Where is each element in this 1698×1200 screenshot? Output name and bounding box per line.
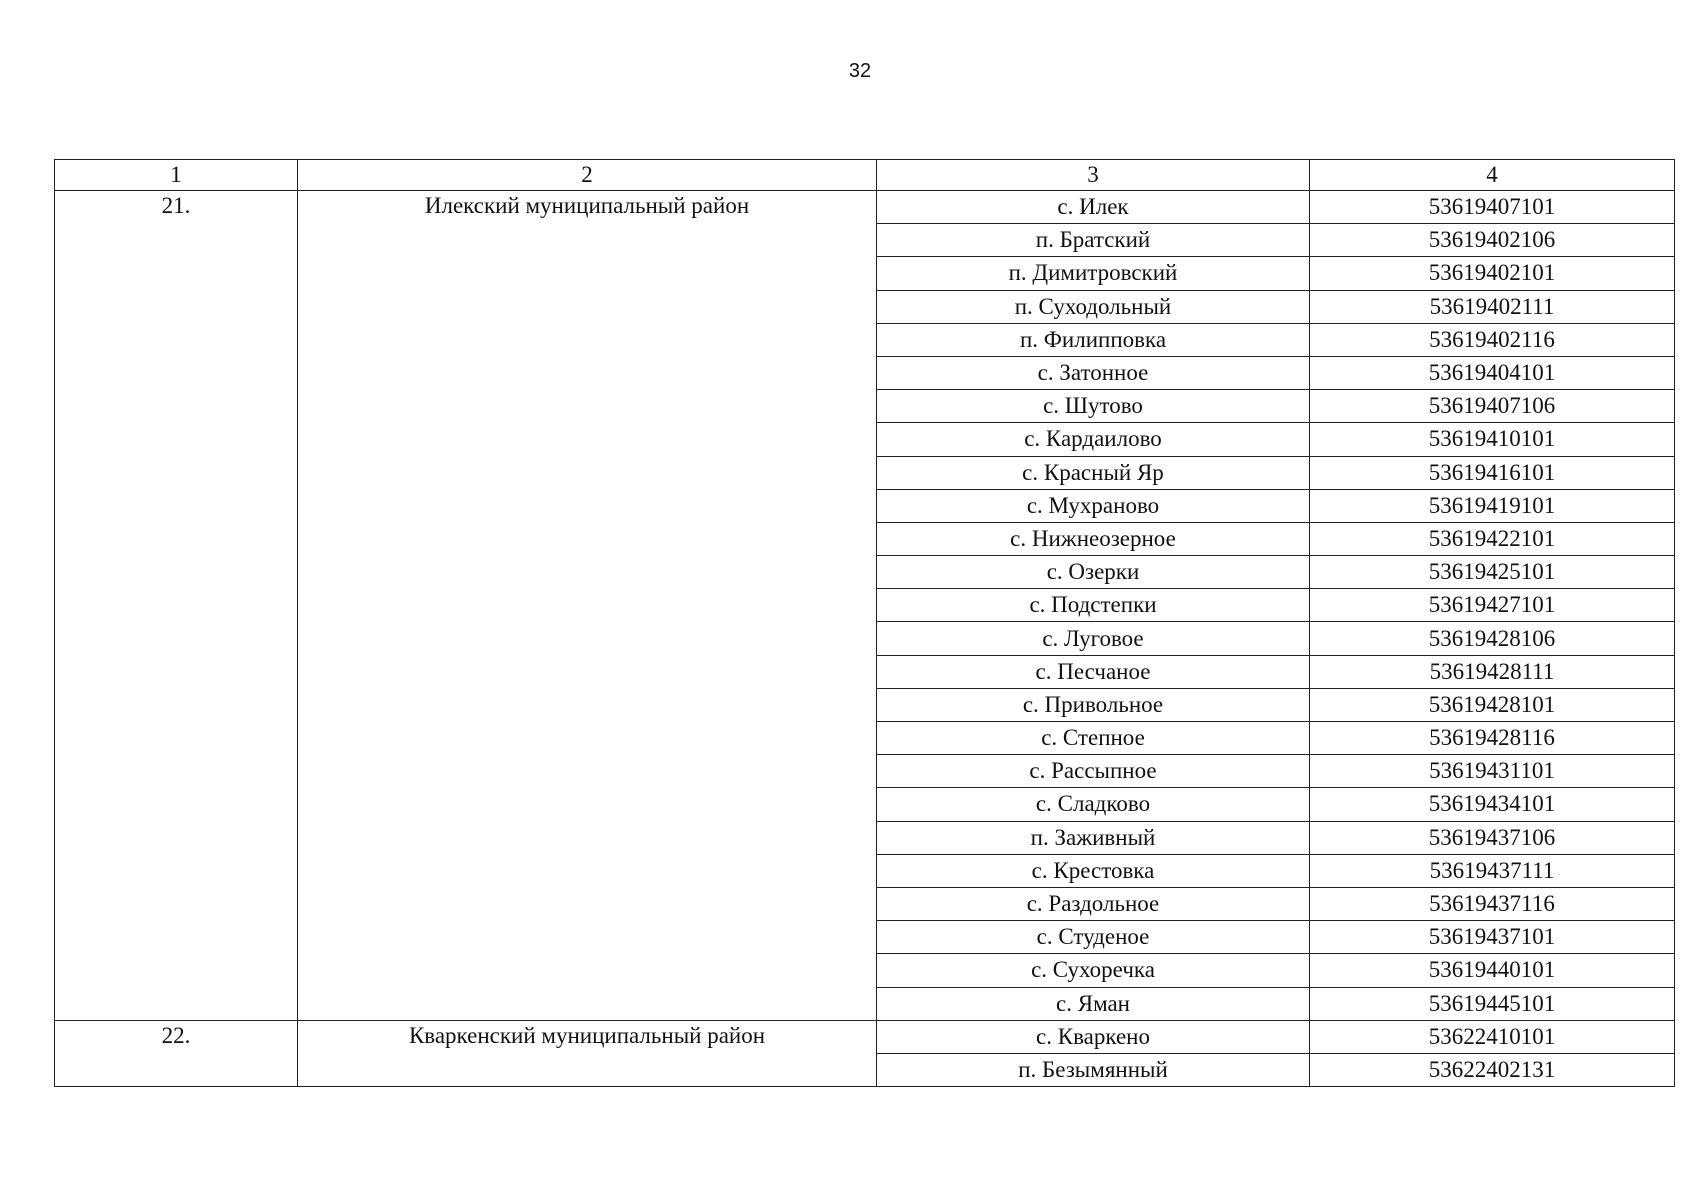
settlement-name: с. Луговое (877, 622, 1310, 655)
settlement-code: 53619402116 (1310, 323, 1675, 356)
settlement-code: 53619410101 (1310, 423, 1675, 456)
settlement-code: 53619402111 (1310, 290, 1675, 323)
settlement-code: 53619428101 (1310, 688, 1675, 721)
settlement-name: с. Яман (877, 987, 1310, 1020)
settlement-name: с. Крестовка (877, 854, 1310, 887)
settlement-code: 53619437106 (1310, 821, 1675, 854)
settlement-name: с. Кваркено (877, 1020, 1310, 1053)
settlement-name: с. Затонное (877, 356, 1310, 389)
district-name: Илекский муниципальный район (298, 191, 877, 1021)
column-header-3: 3 (877, 160, 1310, 191)
settlement-name: п. Заживный (877, 821, 1310, 854)
settlement-code: 53619404101 (1310, 356, 1675, 389)
district-number: 21. (55, 191, 298, 1021)
settlement-name: с. Красный Яр (877, 456, 1310, 489)
settlement-code: 53619445101 (1310, 987, 1675, 1020)
settlement-name: с. Студеное (877, 921, 1310, 954)
settlement-name: п. Филипповка (877, 323, 1310, 356)
settlement-code: 53619422101 (1310, 522, 1675, 555)
settlements-table (54, 159, 1675, 1087)
settlement-code: 53619407101 (1310, 191, 1675, 224)
settlement-code: 53619427101 (1310, 589, 1675, 622)
settlement-name: с. Рассыпное (877, 755, 1310, 788)
settlement-name: с. Илек (877, 191, 1310, 224)
settlement-code: 53619431101 (1310, 755, 1675, 788)
settlement-name: п. Суходольный (877, 290, 1310, 323)
settlement-code: 53619407106 (1310, 390, 1675, 423)
settlement-name: п. Братский (877, 224, 1310, 257)
settlement-name: п. Димитровский (877, 257, 1310, 290)
settlement-code: 53619428116 (1310, 722, 1675, 755)
column-header-1: 1 (55, 160, 298, 191)
settlement-name: с. Сухоречка (877, 954, 1310, 987)
table-row (55, 191, 1675, 224)
settlement-name: с. Шутово (877, 390, 1310, 423)
settlement-name: с. Степное (877, 722, 1310, 755)
header-row (55, 160, 1675, 191)
settlement-code: 53622402131 (1310, 1053, 1675, 1086)
settlement-name: с. Песчаное (877, 655, 1310, 688)
settlement-name: п. Безымянный (877, 1053, 1310, 1086)
settlement-name: с. Сладково (877, 788, 1310, 821)
settlement-code: 53619437116 (1310, 887, 1675, 920)
column-header-2: 2 (298, 160, 877, 191)
settlement-code: 53619428111 (1310, 655, 1675, 688)
settlement-name: с. Мухраново (877, 489, 1310, 522)
district-number: 22. (55, 1020, 298, 1086)
settlement-name: с. Кардаилово (877, 423, 1310, 456)
page-number: 32 (848, 60, 872, 82)
settlement-code: 53619402106 (1310, 224, 1675, 257)
settlement-code: 53622410101 (1310, 1020, 1675, 1053)
settlement-code: 53619428106 (1310, 622, 1675, 655)
settlement-code: 53619434101 (1310, 788, 1675, 821)
settlement-name: с. Привольное (877, 688, 1310, 721)
settlement-code: 53619425101 (1310, 556, 1675, 589)
settlement-name: с. Подстепки (877, 589, 1310, 622)
table-row (55, 1020, 1675, 1053)
column-header-4: 4 (1310, 160, 1675, 191)
district-name: Кваркенский муниципальный район (298, 1020, 877, 1086)
settlement-code: 53619437101 (1310, 921, 1675, 954)
settlement-name: с. Озерки (877, 556, 1310, 589)
settlement-code: 53619440101 (1310, 954, 1675, 987)
settlement-code: 53619437111 (1310, 854, 1675, 887)
settlement-code: 53619402101 (1310, 257, 1675, 290)
settlement-code: 53619416101 (1310, 456, 1675, 489)
settlement-name: с. Раздольное (877, 887, 1310, 920)
settlement-name: с. Нижнеозерное (877, 522, 1310, 555)
settlement-code: 53619419101 (1310, 489, 1675, 522)
table-body (55, 160, 1675, 1087)
